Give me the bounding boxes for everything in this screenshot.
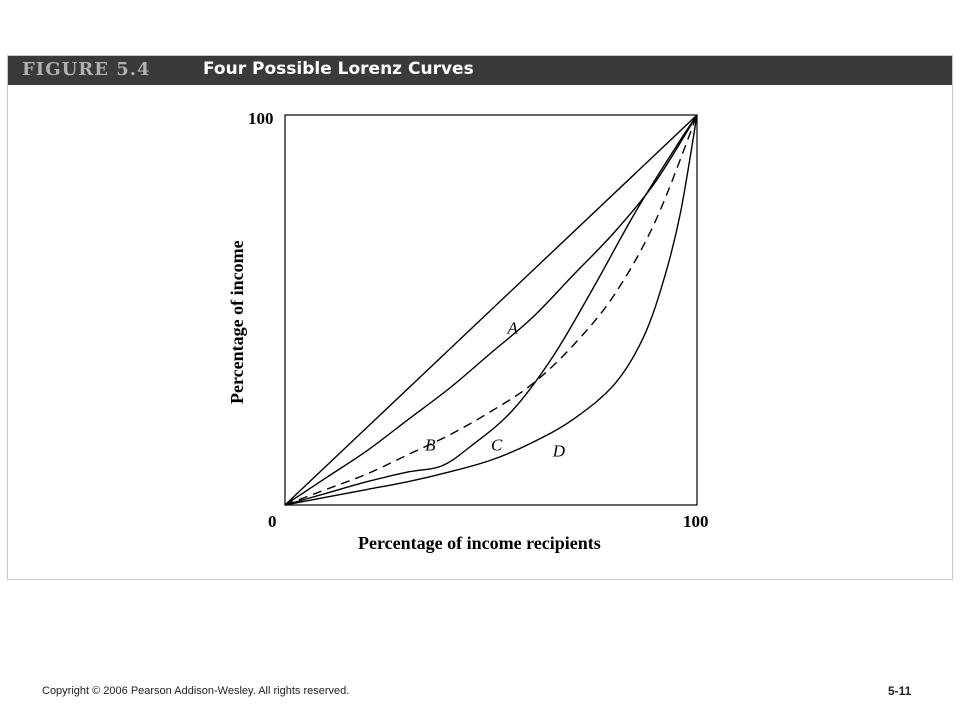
slide-number: 5-11 [888, 684, 912, 698]
curve-label-b: B [425, 435, 436, 455]
curve-label-a: A [507, 318, 518, 338]
curve-label-d: D [552, 441, 566, 461]
curve-label-c: C [491, 435, 503, 455]
x-tick-label-0: 0 [268, 512, 277, 531]
y-tick-label-100: 100 [248, 109, 274, 128]
x-tick-label-100: 100 [683, 512, 709, 531]
figure-title: Four Possible Lorenz Curves [203, 59, 474, 79]
x-axis-label: Percentage of income recipients [358, 533, 601, 553]
annotation-layer [425, 318, 566, 460]
y-axis-label: Percentage of income [227, 240, 247, 404]
figure-number: FIGURE 5.4 [22, 59, 151, 80]
copyright-text: Copyright © 2006 Pearson Addison-Wesley. All rights reserved. [42, 685, 350, 697]
